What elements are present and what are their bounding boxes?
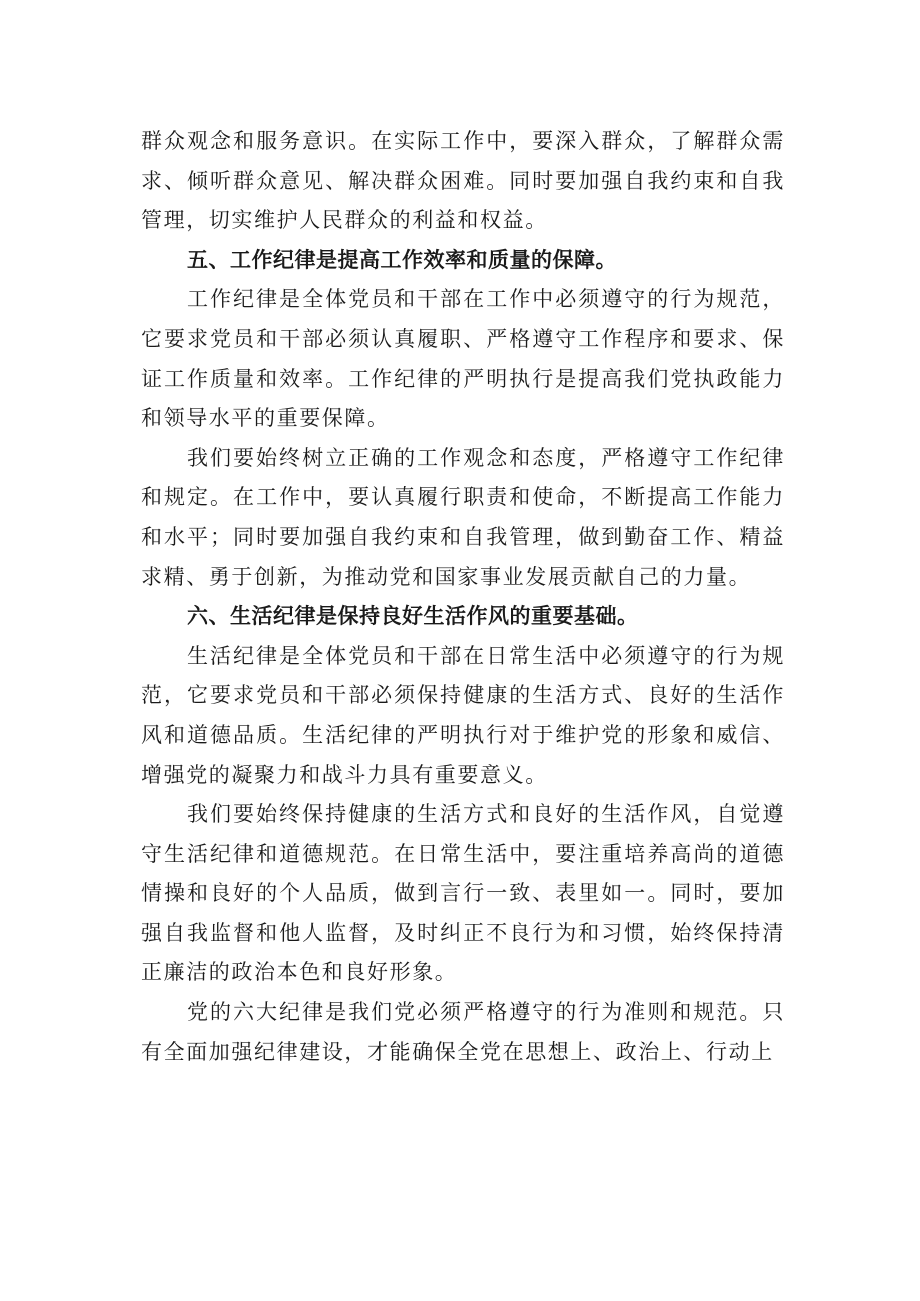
paragraph-conclusion: 党的六大纪律是我们党必须严格遵守的行为准则和规范。只有全面加强纪律建设，才能确保全党在思想上、政治上、行动上 — [141, 1000, 785, 1064]
document-body — [141, 122, 785, 1072]
section-heading-five: 五、工作纪律是提高工作效率和质量的保障。 — [187, 247, 617, 272]
section-heading-six: 六、生活纪律是保持良好生活作风的重要基础。 — [187, 604, 639, 629]
paragraph-continuation: 群众观念和服务意识。在实际工作中，要深入群众，了解群众需求、倾听群众意见、解决群众困难。同时要加强自我约束和自我管理，切实维护人民群众的利益和权益。 — [141, 129, 785, 233]
paragraph-life-discipline-practice: 我们要始终保持健康的生活方式和良好的生活作风，自觉遵守生活纪律和道德规范。在日常生活中，要注重培养高尚的道德情操和良好的个人品质，做到言行一致、表里如一。同时，要加强自我监督和他人监督，及时纠正不良行为和习惯，始终保持清正廉洁的政治本色和良好形象。 — [141, 802, 785, 985]
paragraph-work-discipline-practice: 我们要始终树立正确的工作观念和态度，严格遵守工作纪律和规定。在工作中，要认真履行职责和使命，不断提高工作能力和水平；同时要加强自我约束和自我管理，做到勤奋工作、精益求精、勇于创新，为推动党和国家事业发展贡献自己的力量。 — [141, 445, 785, 589]
paragraph-work-discipline-definition: 工作纪律是全体党员和干部在工作中必须遵守的行为规范，它要求党员和干部必须认真履职、严格遵守工作程序和要求、保证工作质量和效率。工作纪律的严明执行是提高我们党执政能力和领导水平的重要保障。 — [141, 287, 785, 431]
paragraph-life-discipline-definition: 生活纪律是全体党员和干部在日常生活中必须遵守的行为规范，它要求党员和干部必须保持健康的生活方式、良好的生活作风和道德品质。生活纪律的严明执行对于维护党的形象和威信、增强党的凝聚力和战斗力具有重要意义。 — [141, 643, 785, 787]
